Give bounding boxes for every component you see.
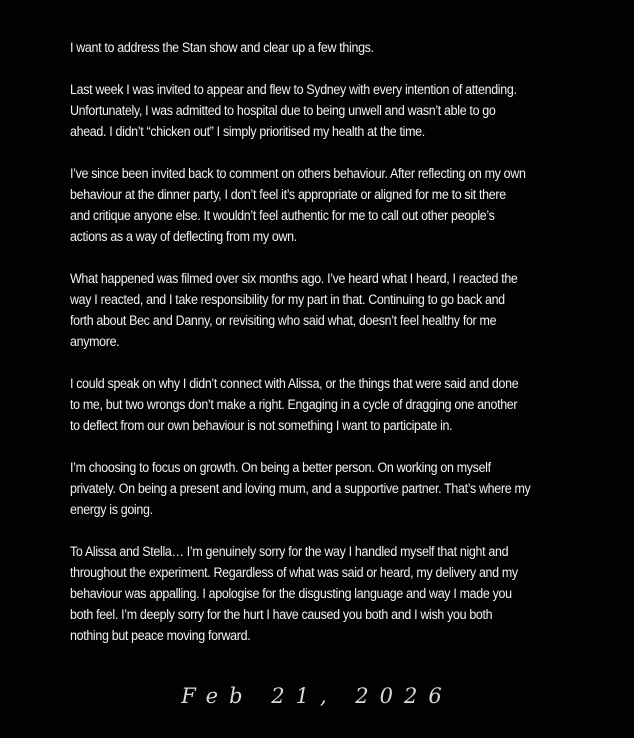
paragraph-line: actions as a way of deflecting from my own. — [70, 229, 297, 244]
statement-paragraph — [70, 79, 610, 142]
statement-paragraph — [70, 163, 610, 247]
paragraph-line: both feel. I’m deeply sorry for the hurt I have caused you both and I wish you both — [70, 607, 493, 622]
paragraph-line: and critique anyone else. It wouldn’t feel authentic for me to call out other people’s — [70, 208, 495, 223]
statement-paragraph — [70, 373, 610, 436]
paragraph-line: anymore. — [70, 334, 120, 349]
paragraph-line: way I reacted, and I take responsibility for my part in that. Continuing to go back and — [70, 292, 505, 307]
paragraph-line: forth about Bec and Danny, or revisiting who said what, doesn’t feel healthy for me — [70, 313, 497, 328]
paragraph-line: ahead. I didn’t “chicken out” I simply prioritised my health at the time. — [70, 124, 425, 139]
paragraph-line: to deflect from our own behaviour is not something I want to participate in. — [70, 418, 453, 433]
paragraph-line: behaviour at the dinner party, I don’t feel it’s appropriate or aligned for me to sit there — [70, 187, 506, 202]
paragraph-line: privately. On being a present and loving mum, and a supportive partner. That’s where my — [70, 481, 531, 496]
paragraph-line: I want to address the Stan show and clear up a few things. — [70, 40, 374, 55]
paragraph-line: nothing but peace moving forward. — [70, 628, 251, 643]
paragraph-line: to me, but two wrongs don’t make a right. Engaging in a cycle of dragging one another — [70, 397, 518, 412]
paragraph-line: energy is going. — [70, 502, 153, 517]
statement-paragraph — [70, 268, 610, 352]
paragraph-line: What happened was filmed over six months ago. I’ve heard what I heard, I reacted the — [70, 271, 518, 286]
statement-paragraph — [70, 541, 610, 646]
statement-paragraph — [70, 37, 610, 58]
statement-body — [70, 37, 610, 667]
statement-date: Feb 21, 2026 — [181, 684, 453, 708]
statement-paragraph — [70, 457, 610, 520]
paragraph-line: behaviour was appalling. I apologise for the disgusting language and way I made you — [70, 586, 512, 601]
paragraph-line: I could speak on why I didn’t connect with Alissa, or the things that were said and done — [70, 376, 519, 391]
paragraph-line: throughout the experiment. Regardless of what was said or heard, my delivery and my — [70, 565, 518, 580]
paragraph-line: Last week I was invited to appear and flew to Sydney with every intention of attending. — [70, 82, 517, 97]
paragraph-line: To Alissa and Stella… I’m genuinely sorry for the way I handled myself that night and — [70, 544, 509, 559]
paragraph-line: I’m choosing to focus on growth. On being a better person. On working on myself — [70, 460, 491, 475]
paragraph-line: Unfortunately, I was admitted to hospital due to being unwell and wasn’t able to go — [70, 103, 496, 118]
paragraph-line: I’ve since been invited back to comment on others behaviour. After reflecting on my own — [70, 166, 526, 181]
